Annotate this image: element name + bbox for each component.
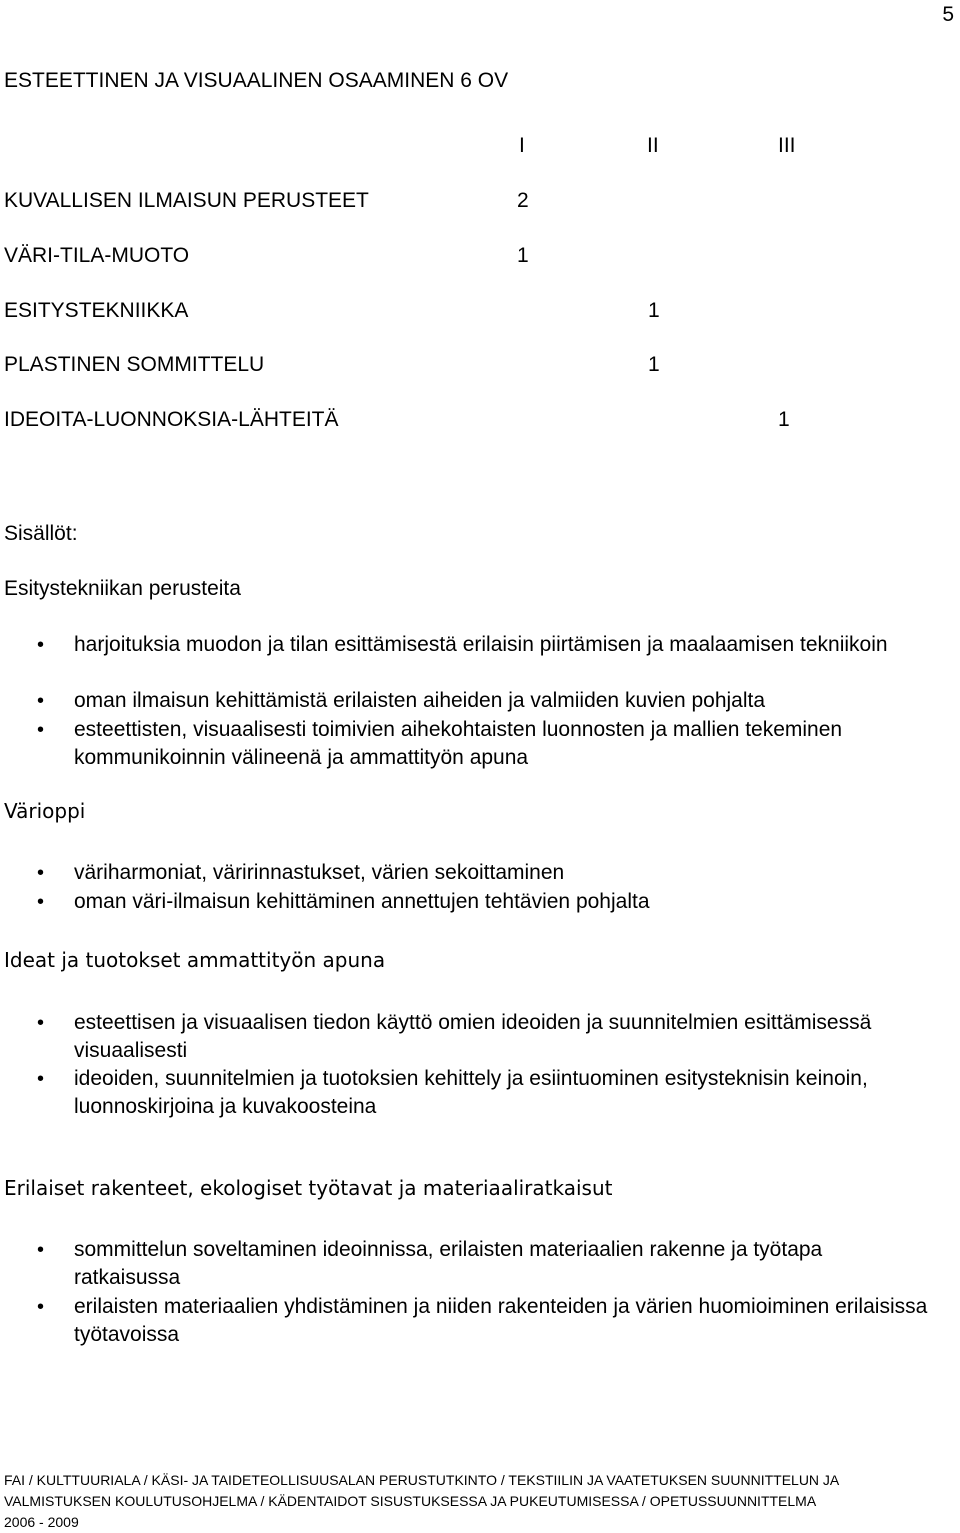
list-item: oman ilmaisun kehittämistä erilaisten aiheiden ja valmiiden kuvien pohjalta — [74, 689, 766, 712]
section-heading: Ideat ja tuotokset ammattityön apuna — [4, 948, 386, 972]
contents-label: Sisällöt: — [4, 522, 78, 545]
list-item: väriharmoniat, väririnnastukset, värien sekoittaminen — [74, 861, 565, 884]
document-title: ESTEETTINEN JA VISUAALINEN OSAAMINEN 6 OV — [4, 69, 509, 92]
section-heading: Erilaiset rakenteet, ekologiset työtavat ja materiaaliratkaisut — [4, 1176, 613, 1200]
list-item: sommittelun soveltaminen ideoinnissa, erilaisten materiaalien rakenne ja työtapa ratkaisussa — [74, 1238, 823, 1289]
course-credit-ii: 1 — [648, 299, 660, 322]
bullet-icon: • — [37, 1296, 45, 1318]
course-name: VÄRI-TILA-MUOTO — [4, 244, 190, 267]
bullet-icon: • — [37, 1068, 45, 1090]
course-name: KUVALLISEN ILMAISUN PERUSTEET — [4, 189, 369, 212]
list-item: esteettisen ja visuaalisen tiedon käyttö omien ideoiden ja suunnitelmien esittämisessä visuaalisesti — [74, 1011, 872, 1062]
section-heading: Esitystekniikan perusteita — [4, 577, 241, 600]
course-name: ESITYSTEKNIIKKA — [4, 299, 189, 322]
course-credit-i: 2 — [517, 189, 529, 212]
list-item: harjoituksia muodon ja tilan esittämisestä erilaisin piirtämisen ja maalaamisen tekniikoin — [74, 633, 888, 656]
course-name: PLASTINEN SOMMITTELU — [4, 353, 265, 376]
course-name: IDEOITA-LUONNOKSIA-LÄHTEITÄ — [4, 408, 339, 431]
footer-line: VALMISTUKSEN KOULUTUSOHJELMA / KÄDENTAIDOT SISUSTUKSESSA JA PUKEUTUMISESSA / OPETUSSUUNNITTELMA — [4, 1493, 817, 1509]
course-credit-iii: 1 — [778, 408, 790, 431]
course-credit-i: 1 — [517, 244, 529, 267]
bullet-icon: • — [37, 690, 45, 712]
bullet-icon: • — [37, 891, 45, 913]
bullet-icon: • — [37, 634, 45, 656]
list-item: oman väri-ilmaisun kehittäminen annettujen tehtävien pohjalta — [74, 890, 650, 913]
bullet-icon: • — [37, 1239, 45, 1261]
column-header-iii: III — [778, 134, 796, 157]
footer-line: 2006 - 2009 — [4, 1514, 79, 1530]
list-item: esteettisten, visuaalisesti toimivien aihekohtaisten luonnosten ja mallien tekeminen kommunikoinnin välineenä ja ammattityön apuna — [74, 718, 843, 769]
column-header-ii: II — [647, 134, 659, 157]
footer-line: FAI / KULTTUURIALA / KÄSI- JA TAIDETEOLLISUUSALAN PERUSTUTKINTO / TEKSTIILIN JA VAATETUKSEN SUUNNITTELUN JA — [4, 1472, 840, 1488]
page-number: 5 — [942, 3, 954, 26]
section-heading: Värioppi — [4, 799, 86, 823]
course-credit-ii: 1 — [648, 353, 660, 376]
column-header-i: I — [519, 134, 525, 157]
list-item: erilaisten materiaalien yhdistäminen ja niiden rakenteiden ja värien huomioiminen erilaisissa työtavoissa — [74, 1295, 928, 1346]
bullet-icon: • — [37, 862, 45, 884]
footer — [4, 1470, 960, 1533]
bullet-icon: • — [37, 719, 45, 741]
list-item: ideoiden, suunnitelmien ja tuotoksien kehittely ja esiintuominen esitysteknisin keinoin, luonnoskirjoina ja kuvakoosteina — [74, 1067, 868, 1118]
bullet-icon: • — [37, 1012, 45, 1034]
